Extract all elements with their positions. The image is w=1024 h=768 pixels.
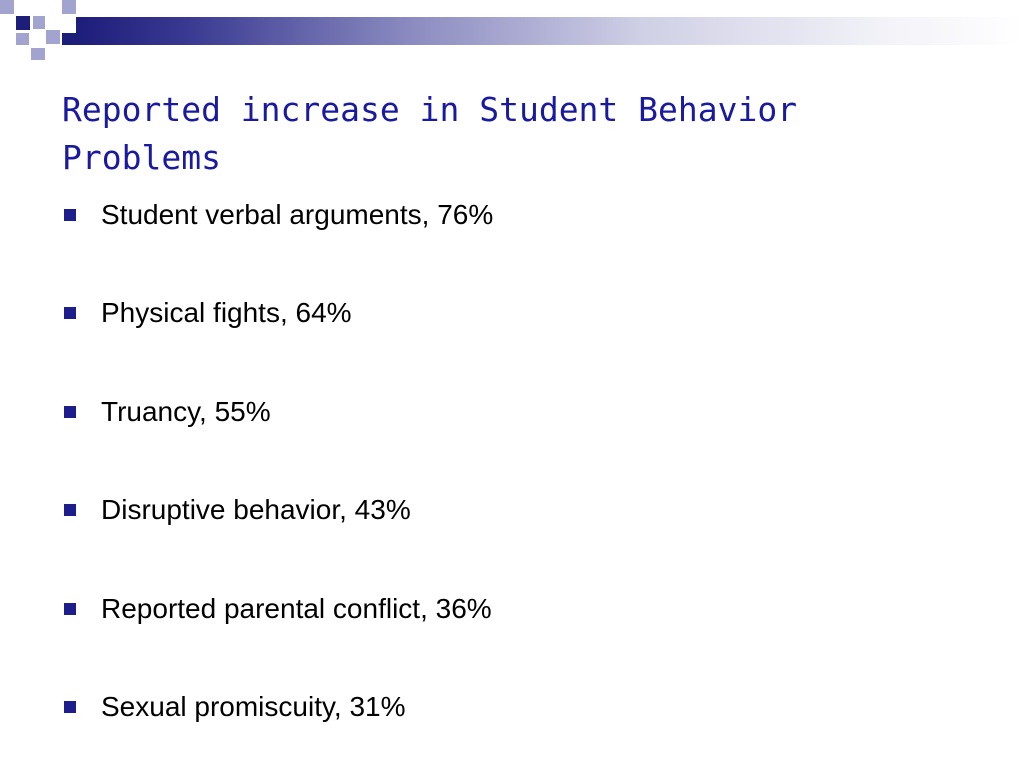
decor-square xyxy=(0,0,14,14)
square-bullet-icon xyxy=(64,701,76,713)
list-item xyxy=(64,390,493,434)
square-bullet-icon xyxy=(64,504,76,516)
decor-square xyxy=(62,33,76,45)
decor-square xyxy=(16,33,29,45)
square-bullet-icon xyxy=(64,307,76,319)
list-item xyxy=(64,488,493,532)
list-item xyxy=(64,291,493,335)
bullet-text: Truancy, 55% xyxy=(101,395,271,427)
list-item xyxy=(64,193,493,237)
bullet-list xyxy=(64,193,493,768)
square-bullet-icon xyxy=(64,209,76,221)
decor-square xyxy=(46,30,60,44)
slide-title: Reported increase in Student Behavior Problems xyxy=(62,90,798,177)
square-bullet-icon xyxy=(64,406,76,418)
bullet-text: Reported parental conflict, 36% xyxy=(101,592,492,624)
list-item xyxy=(64,587,493,631)
bullet-text: Physical fights, 64% xyxy=(101,297,352,329)
header-gradient-band xyxy=(76,17,1024,45)
bullet-text: Disruptive behavior, 43% xyxy=(101,494,411,526)
bullet-text: Student verbal arguments, 76% xyxy=(101,199,494,230)
square-bullet-icon xyxy=(64,603,76,615)
bullet-text: Sexual promiscuity, 31% xyxy=(101,690,406,722)
decor-square xyxy=(62,0,76,14)
decor-square xyxy=(33,16,45,29)
decor-square xyxy=(16,16,30,30)
list-item xyxy=(64,685,493,729)
decor-square xyxy=(31,48,45,60)
